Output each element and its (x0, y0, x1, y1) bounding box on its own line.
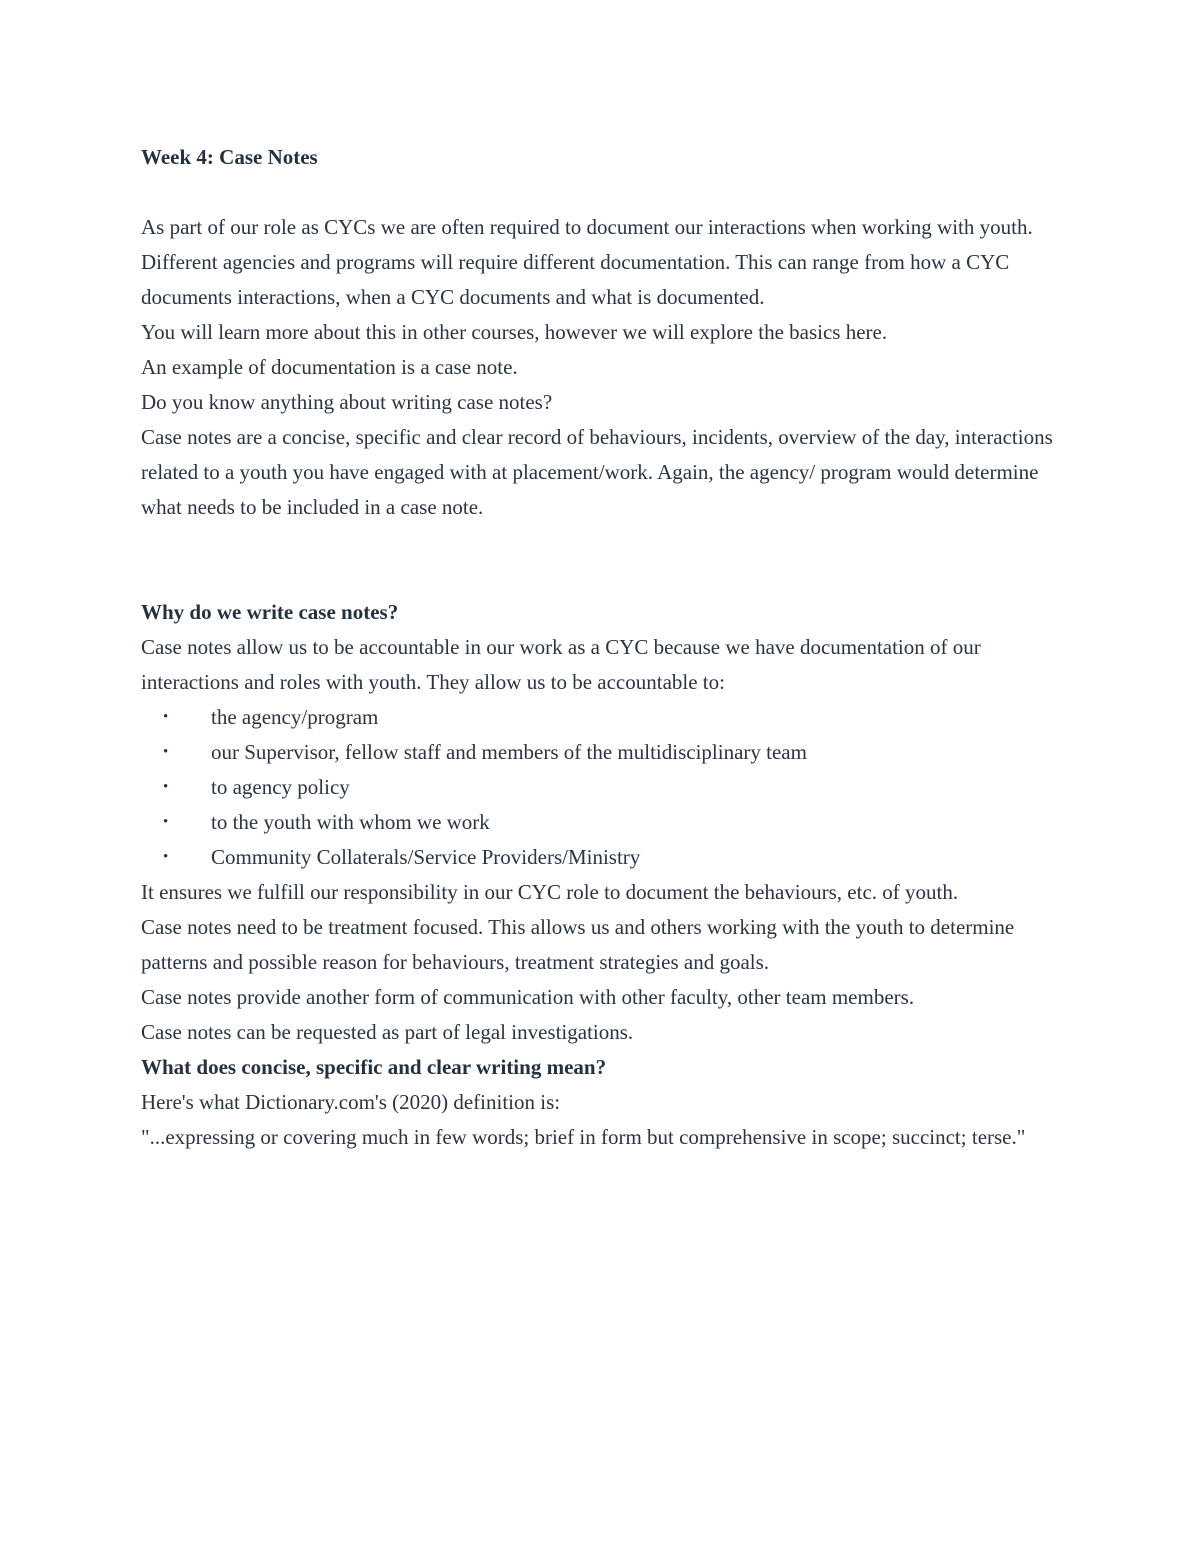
section-paragraph-2: Case notes need to be treatment focused. This allows us and others working with the youth to determine patterns and possible reason for behaviours, treatment strategies and goals. (141, 915, 1015, 974)
bullet-icon: • (163, 849, 169, 865)
section-heading-why: Why do we write case notes? (141, 600, 399, 624)
section-paragraph-3: Case notes provide another form of communication with other faculty, other team members. (141, 985, 915, 1009)
bullet-icon: • (163, 744, 169, 760)
bullet-icon: • (163, 709, 169, 725)
definition-quote: "...expressing or covering much in few words; brief in form but comprehensive in scope; succinct; terse." (141, 1125, 1026, 1149)
intro-paragraph-1: As part of our role as CYCs we are often required to document our interactions when working with youth. (141, 215, 1033, 239)
intro-paragraph-2: Different agencies and programs will require different documentation. This can range from how a CYC documents interactions, when a CYC documents and what is documented. (141, 250, 1010, 309)
section-paragraph-4: Case notes can be requested as part of legal investigations. (141, 1020, 634, 1044)
list-item (141, 700, 1071, 735)
intro-paragraph-6: Case notes are a concise, specific and clear record of behaviours, incidents, overview of the day, interactions related to a youth you have engaged with at placement/work. Again, the agency/ program would determine what needs to be included in a case note. (141, 425, 1053, 519)
intro-paragraph-3: You will learn more about this in other courses, however we will explore the basics here. (141, 320, 888, 344)
document-title: Week 4: Case Notes (141, 145, 318, 169)
list-item (141, 735, 1071, 770)
document-body (141, 140, 1071, 1155)
list-item-text: our Supervisor, fellow staff and members of the multidisciplinary team (211, 740, 807, 764)
accountability-list (141, 700, 1071, 875)
bullet-icon: • (163, 779, 169, 795)
intro-paragraph-4: An example of documentation is a case note. (141, 355, 518, 379)
list-item (141, 840, 1071, 875)
list-item (141, 805, 1071, 840)
section-lead-why: Case notes allow us to be accountable in our work as a CYC because we have documentation of our interactions and roles with youth. They allow us to be accountable to: (141, 635, 981, 694)
section-paragraph-1: It ensures we fulfill our responsibility in our CYC role to document the behaviours, etc. of youth. (141, 880, 959, 904)
section-lead-definition: Here's what Dictionary.com's (2020) definition is: (141, 1090, 561, 1114)
intro-paragraph-5: Do you know anything about writing case notes? (141, 390, 553, 414)
list-item-text: to agency policy (211, 775, 350, 799)
list-item (141, 770, 1071, 805)
list-item-text: the agency/program (211, 705, 379, 729)
section-spacer (141, 525, 1071, 595)
section-heading-writing: What does concise, specific and clear writing mean? (141, 1055, 607, 1079)
bullet-icon: • (163, 814, 169, 830)
list-item-text: to the youth with whom we work (211, 810, 490, 834)
list-item-text: Community Collaterals/Service Providers/Ministry (211, 845, 641, 869)
